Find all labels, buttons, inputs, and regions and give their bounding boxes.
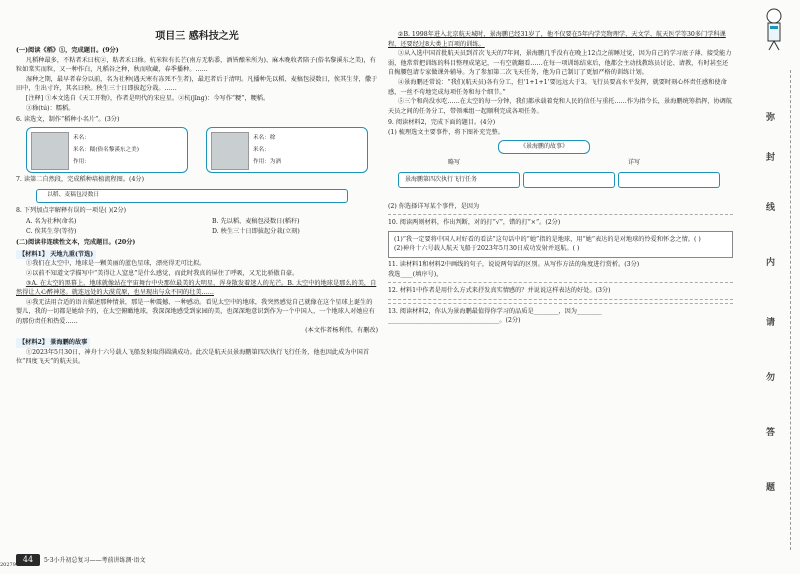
seal-sidebar (750, 30, 795, 550)
material-2-para-1: ①2023年5月30日，神舟十六号载人飞船发射取得圆满成功。此次是航天员景海鹏第四次执行飞行任务，他也因此成为中国首位“四度飞天”的航天员。 (16, 348, 370, 366)
question-13: 13. 阅读材料2，你认为景海鹏最值得你学习的品质是________，因为________ (388, 307, 602, 315)
question-9-part-2: (2) 你选择详写某个事件，是因为 (388, 202, 480, 210)
answer-line[interactable] (388, 282, 733, 283)
material-1-heading: 【材料1】 天地九重(节选) (16, 250, 96, 260)
seal-char-1: 弥 (766, 113, 776, 123)
option-d[interactable]: D. 秧生三十日即拔起分栽(立刻) (212, 227, 300, 235)
card2-line-1: 禾名：稌 (253, 134, 276, 141)
rice-image (31, 132, 69, 170)
flow-box (36, 189, 348, 203)
passage-note: [注释] ①本文选自《天工开物》，作者是明代的宋应星。②杭(jīng)：今写作“粳”，粳稻。 (25, 94, 270, 102)
card2-line-3: 作用：为酒 (253, 158, 281, 165)
card1-line-2: 米名：糯(俗名黎溪东之美) (73, 146, 139, 153)
question-6: 6. 读选文，制作“稻种小名片”。(3分) (16, 116, 120, 124)
question-10-frame (388, 231, 733, 258)
question-8: 8. 下列加点字解释有误的一项是( )(2分) (16, 207, 127, 215)
material-2-heading: 【材料2】 景海鹏的故事 (16, 338, 90, 348)
question-11-answer: 我选____(填序号)， (388, 270, 443, 278)
story-box-1-text: 景海鹏第四次执行飞行任务 (405, 175, 478, 183)
seal-char-7: 答 (766, 428, 776, 438)
page-footer (0, 552, 400, 570)
material-2-para-4: ④景海鹏还常说：“我们(航天员)各有分工，但‘1+1+1’要远远大于3。飞行员要高水平发挥，就要时刻心怀责任感和使命感，一丝不苟地完成每项任务和每个细节。” (388, 78, 727, 96)
story-box-3[interactable] (618, 172, 720, 188)
question-9: 9. 阅读材料2，完成下面的题目。(4分) (388, 119, 496, 127)
option-b[interactable]: B. 先以稻、麦稿包浸数日(稻秆) (212, 217, 300, 225)
rice-card-1 (26, 127, 188, 173)
seal-char-6: 勿 (766, 373, 776, 383)
card1-line-3: 作用： (73, 158, 90, 165)
story-box-1 (398, 172, 520, 188)
question-9-part-1: (1) 梳理选文主要事件，将下图补充完整。 (388, 128, 504, 136)
answer-line[interactable] (388, 303, 733, 304)
corner-code: 20279 (0, 562, 16, 568)
question-8-options (26, 217, 378, 236)
story-title: 《景海鹏的故事》 (498, 140, 590, 154)
rice-cards (16, 127, 378, 173)
rice-image (211, 132, 249, 170)
right-column (388, 30, 733, 550)
material-1-para-4: ④我无法用合适的语言描述那种情景，那是一种震撼、一种感动。看见太空中的地球，我突然感觉自己就像在这个星球上诞生的婴儿，我的一切都是她给予的，在太空俯瞰地球，我深深地感受到家园的美，也深深地意识到作为一个中国人、一个地球人对她应有的那份责任和热爱…… (16, 298, 375, 325)
material-1-para-3: ③A. 在太空的黑幕上，地球就像站在宇宙舞台中央那位最美的大明星，浑身散发着迷人的光芒。B. 太空中的地球是那么的美，自然得让人心醉神迷。就连远处的大漠荒原，也呈现出与众不同的壮美…… (16, 279, 377, 297)
question-10: 10. 阅读两则材料，作出判断，对的打“√”，错的打“×”。(2分) (388, 219, 561, 227)
material-1-para-2: ②以前不知道文学描写中“美得让人窒息”是什么感觉，而此时我真的屏住了呼吸，又无比骄傲自豪。 (25, 269, 299, 277)
question-7: 7. 读第二自然段，完成稻种培植流程图。(4分) (16, 175, 145, 183)
section-1-heading: (一)阅读《稻》①，完成题目。(9分) (16, 47, 119, 54)
story-label-detail: 详写 (628, 158, 641, 166)
rice-card-2 (206, 127, 368, 173)
material-2-para-3: ③从入选中国首批航天员到首次飞天的7年间，景海鹏几乎没有在晚上12点之前睡过觉，因为自己的学习底子薄、接受能力弱，他常常把训练的科目整理成笔记，一有空就翻看……在每一项训练结束后，他都会主动找教练员讨论、请教，有时甚至还自掏腰包请专家做课外辅导。为了参加第二次飞天任务，他为自己制订了更加严格的训练计划。 (388, 50, 732, 77)
footer-text: 5·3小升初总复习——考前讲练测·语文 (44, 557, 146, 564)
question-10-item-2: (2)神舟十六号载人航天飞船于2023年5月30日成功发射并返航。( ) (394, 245, 580, 253)
question-11: 11. 读材料1和材料2中画线的句子，说说两句话的区别。从写作方法的角度进行赏析。(3分) (388, 260, 640, 268)
seal-char-2: 封 (766, 153, 776, 163)
seal-char-4: 内 (766, 258, 776, 268)
story-label-brief: 略写 (448, 158, 461, 166)
seal-char-3: 线 (766, 203, 776, 213)
material-1-source: (本文作者杨利伟，有删改) (305, 327, 378, 335)
page-number: 44 (16, 554, 40, 566)
answer-line[interactable] (388, 299, 733, 300)
story-diagram (388, 140, 733, 200)
left-column (16, 30, 378, 550)
flow-chart (16, 186, 378, 204)
material-2-para-2: ②B. 1998年进入北京航天城时，景海鹏已经31岁了，他不仅要在5年内学完物理学、天文学、航天医学等30多门学科课程，还要经过8大类上百项的训练。 (388, 31, 726, 48)
passage-paragraph-1: 凡稻种最多，不粘者禾曰杭②，粘者禾曰稌。杭米粒有长芒(南方无粘黍，酒皆酿米所为)、麻木晚收者陪子(俗名黎溪东之美)，有粒如棠实而粒，又一种作白，凡稻谷之种，秋而收藏，春季播种。…… (16, 56, 376, 74)
option-a[interactable]: A. 名为社种(命名) (26, 217, 77, 225)
passage-paragraph-2: 湿种之期，最早者春分以前，名为社种(遇天寒有冻死不生者)，最迟者后于清明。凡播种先以稻、麦稿包浸数日，俟其生芽，撒于田中，生出寸许，其名曰秧。秧生三十日即拔起分栽。…… (16, 75, 378, 93)
material-1-para-1: ①我们在太空中，地球是一颗美丽的蓝色星球，漂亮得无可比拟。 (25, 260, 206, 268)
card1-line-1: 禾名： (73, 134, 90, 141)
question-12: 12. 材料1中作者是用什么方式来抒发真实情感的？并说说这样表达的好处。(3分) (388, 287, 611, 295)
page-title: 项目三 感科技之光 (155, 31, 239, 42)
card2-line-2: 米名： (253, 146, 270, 153)
seal-char-8: 题 (766, 483, 776, 493)
question-10-item-1: (1)“我一定要将中国人对好看的看法”这句话中的“她”指的是地球，用“她”表达的是对地球的怜爱和怀念之情。( ) (394, 235, 701, 243)
question-13-tail: ____________________________________。(2分) (388, 317, 521, 325)
answer-line[interactable] (388, 214, 733, 215)
passage-note-2: ③稌(tú)：糯稻。 (25, 104, 75, 112)
flow-step-1: 以稻、麦稿包浸数日 (47, 192, 100, 199)
material-2-para-5: ⑤三个和尚没水吃……在太空的每一分钟，我们都承载着党和人民的信任与重托……作为指令长，景海鹏统筹指挥，协调航天员之间的任务分工，带领乘组一起顺利完成各项任务。 (388, 98, 733, 115)
seal-char-5: 请 (766, 318, 776, 328)
story-box-2[interactable] (523, 172, 615, 188)
cartoon-figure-icon (755, 6, 793, 52)
section-2-heading: (二)阅读非连续性文本，完成题目。(20分) (16, 239, 136, 247)
option-c[interactable]: C. 俟其生芽(等待) (26, 227, 77, 235)
seal-line (790, 70, 791, 550)
